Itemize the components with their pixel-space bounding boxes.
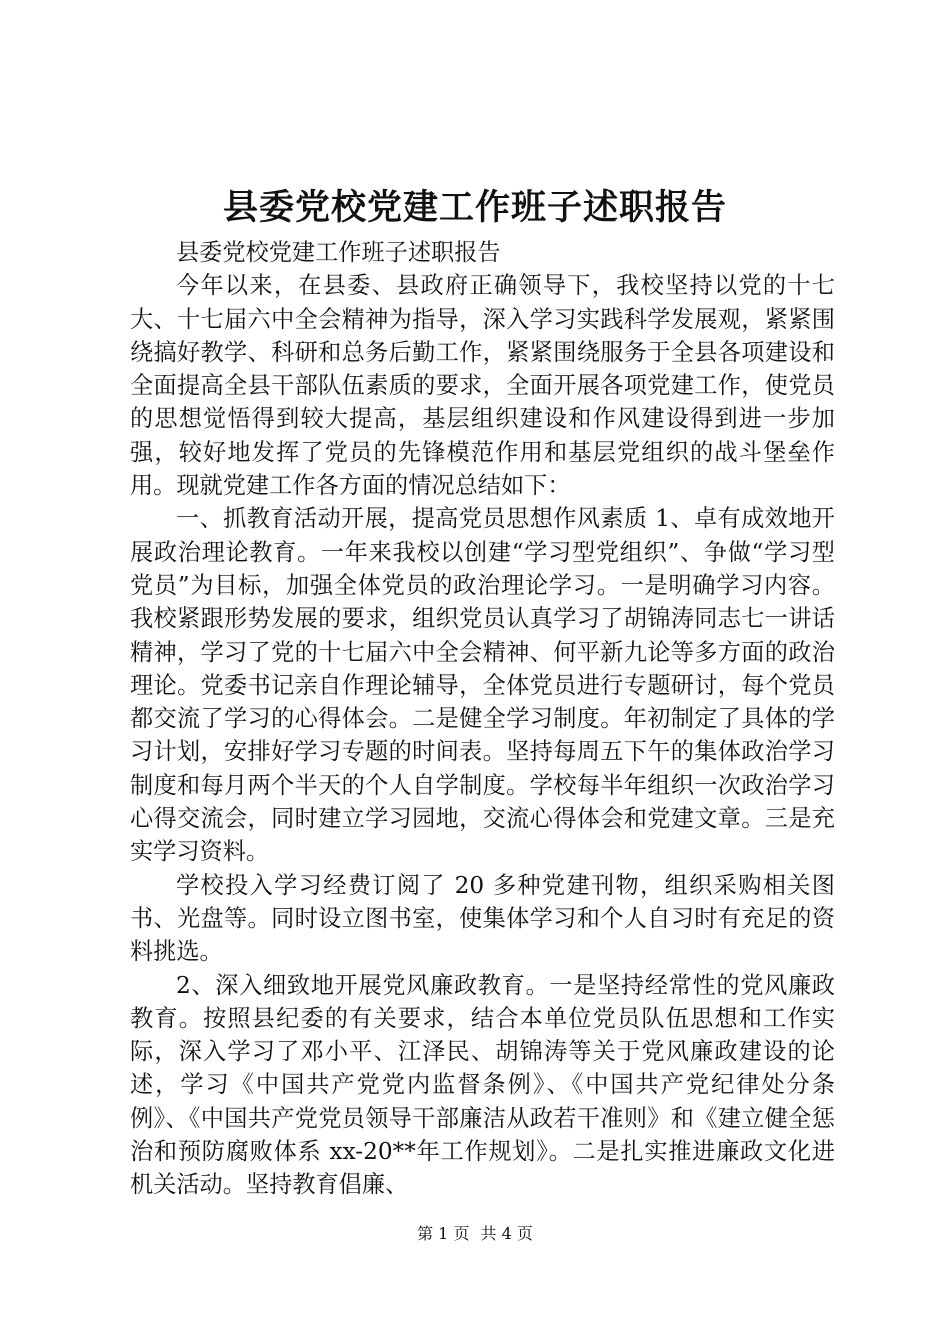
page-number: 第 1 页 (417, 1224, 470, 1243)
document-body (130, 236, 835, 1202)
body-paragraph-section-one: 一、抓教育活动开展，提高党员思想作风素质 1、卓有成效地开展政治理论教育。一年来我校以创建“学习型党组织”、争做“学习型党员”为目标，加强全体党员的政治理论学习。一是明确学习内容。我校紧跟形势发展的要求，组织党员认真学习了胡锦涛同志七一讲话精神，学习了党的十七届六中全会精神、何平新九论等多方面的政治理论。党委书记亲自作理论辅导，全体党员进行专题研讨，每个党员都交流了学习的心得体会。二是健全学习制度。年初制定了具体的学习计划，安排好学习专题的时间表。坚持每周五下午的集体政治学习制度和每月两个半天的个人自学制度。学校每半年组织一次政治学习心得交流会，同时建立学习园地，交流心得体会和党建文章。三是充实学习资料。 (130, 505, 835, 866)
page-total: 共 4 页 (480, 1224, 533, 1243)
body-paragraph-intro: 今年以来，在县委、县政府正确领导下，我校坚持以党的十七大、十七届六中全会精神为指导，深入学习实践科学发展观，紧紧围绕搞好教学、科研和总务后勤工作，紧紧围绕服务于全县各项建设和全面提高全县干部队伍素质的要求，全面开展各项党建工作，使党员的思想觉悟得到较大提高，基层组织建设和作风建设得到进一步加强，较好地发挥了党员的先锋模范作用和基层党组织的战斗堡垒作用。现就党建工作各方面的情况总结如下： (130, 272, 835, 500)
document-title: 县委党校党建工作班子述职报告 (222, 187, 727, 228)
body-paragraph-subtitle: 县委党校党建工作班子述职报告 (176, 239, 501, 266)
body-paragraph-study-materials: 学校投入学习经费订阅了 20 多种党建刊物，组织采购相关图书、光盘等。同时设立图书室，使集体学习和个人自习时有充足的资料挑选。 (130, 871, 835, 966)
body-paragraph-integrity-education: 2、深入细致地开展党风廉政教育。一是坚持经常性的党风廉政教育。按照县纪委的有关要求，结合本单位党员队伍思想和工作实际，深入学习了邓小平、江泽民、胡锦涛等关于党风廉政建设的论述，学习《中国共产党党内监督条例》、《中国共产党纪律处分条例》、《中国共产党党员领导干部廉洁从政若干准则》和《建立健全惩治和预防腐败体系 xx-20**年工作规划》。二是扎实推进廉政文化进机关活动。坚持教育倡廉、 (130, 971, 835, 1199)
page-footer (0, 1222, 950, 1246)
